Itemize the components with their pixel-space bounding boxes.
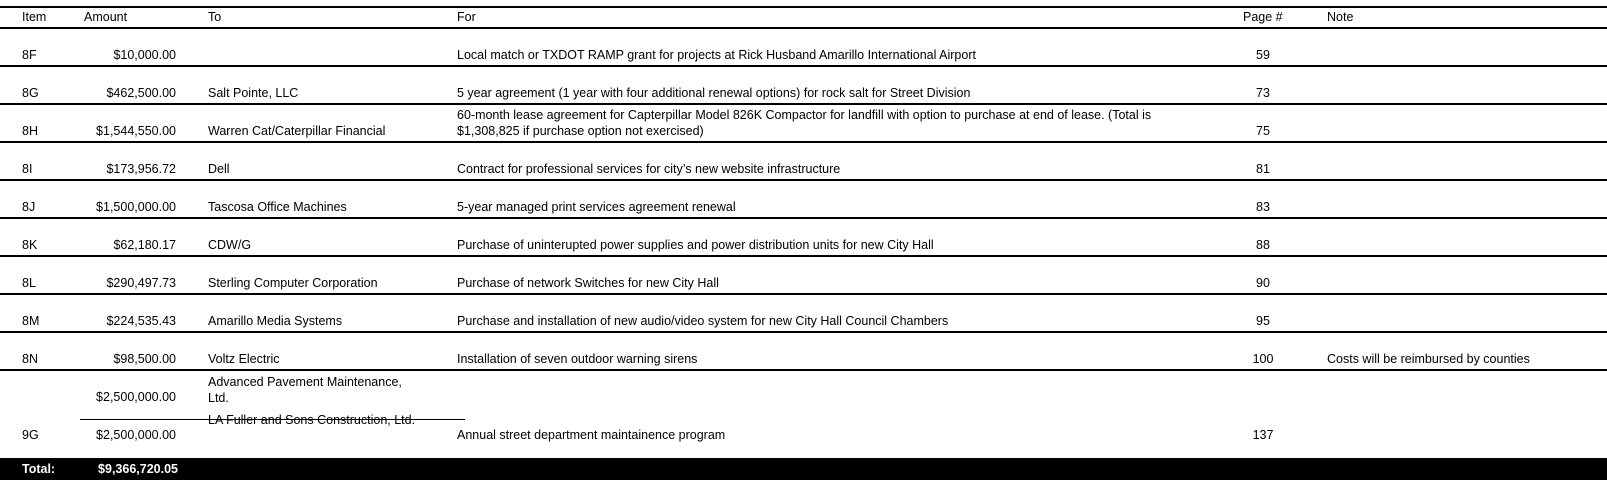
row-amount: $1,500,000.00 bbox=[96, 200, 176, 214]
row-divider bbox=[0, 331, 1607, 333]
row-page: 73 bbox=[1256, 86, 1270, 100]
header-bottom-border bbox=[0, 27, 1607, 29]
row-for: 5-year managed print services agreement renewal bbox=[457, 200, 736, 214]
total-row bbox=[0, 458, 1607, 480]
row-divider bbox=[0, 217, 1607, 219]
row-page: 83 bbox=[1256, 200, 1270, 214]
row-to: Warren Cat/Caterpillar Financial bbox=[208, 124, 386, 138]
header-note: Note bbox=[1327, 10, 1354, 24]
row-for: Purchase and installation of new audio/video system for new City Hall Council Chambers bbox=[457, 314, 949, 328]
row-for: 5 year agreement (1 year with four additional renewal options) for rock salt for Street Division bbox=[457, 86, 971, 100]
row-for: 60-month lease agreement for Capterpillar Model 826K Compactor for landfill with option to purchase at end of lease. (Total is $1,308,825 if purchase option not exercised) bbox=[457, 108, 1152, 138]
row-for: Annual street department maintainence program bbox=[457, 428, 726, 442]
row-item: 8J bbox=[22, 200, 36, 214]
row-divider bbox=[0, 179, 1607, 181]
row-item: 9G bbox=[22, 428, 39, 442]
row-page: 100 bbox=[1252, 352, 1274, 366]
row-amount: $62,180.17 bbox=[113, 238, 176, 252]
row-amount: $173,956.72 bbox=[106, 162, 176, 176]
row-divider bbox=[0, 255, 1607, 257]
row-item: 8G bbox=[22, 86, 39, 100]
row-amount: $10,000.00 bbox=[113, 48, 176, 62]
row-amount: $290,497.73 bbox=[106, 276, 176, 290]
row-to: Sterling Computer Corporation bbox=[208, 276, 378, 290]
row-divider bbox=[0, 141, 1607, 143]
row-item: 8K bbox=[22, 238, 38, 252]
row-page: 59 bbox=[1256, 48, 1270, 62]
row-divider bbox=[0, 293, 1607, 295]
row-sub-to: Advanced Pavement Maintenance, Ltd. bbox=[208, 375, 402, 405]
row-page: 81 bbox=[1256, 162, 1270, 176]
row-for: Contract for professional services for city’s new website infrastructure bbox=[457, 162, 841, 176]
row-item: 8L bbox=[22, 276, 36, 290]
row-item: 8N bbox=[22, 352, 38, 366]
row-divider bbox=[0, 103, 1607, 105]
row-to: Tascosa Office Machines bbox=[208, 200, 347, 214]
row-amount: $98,500.00 bbox=[113, 352, 176, 366]
row-for: Purchase of uninterupted power supplies and power distribution units for new City Hall bbox=[457, 238, 934, 252]
row-to: Amarillo Media Systems bbox=[208, 314, 343, 328]
row-to: Dell bbox=[208, 162, 230, 176]
row-page: 90 bbox=[1256, 276, 1270, 290]
row-item: 8I bbox=[22, 162, 33, 176]
row-sub-amount: $2,500,000.00 bbox=[96, 390, 176, 404]
row-for: Local match or TXDOT RAMP grant for projects at Rick Husband Amarillo International Airport bbox=[457, 48, 976, 62]
row-amount: $1,544,550.00 bbox=[96, 124, 176, 138]
total-label: Total: bbox=[22, 462, 56, 476]
row-page: 88 bbox=[1256, 238, 1270, 252]
row-for: Purchase of network Switches for new City Hall bbox=[457, 276, 719, 290]
row-page: 95 bbox=[1256, 314, 1270, 328]
row-item: 8F bbox=[22, 48, 37, 62]
table-top-border bbox=[0, 6, 1607, 8]
row-page: 75 bbox=[1256, 124, 1270, 138]
row-page: 137 bbox=[1252, 428, 1274, 442]
row-item: 8M bbox=[22, 314, 40, 328]
row-for: Installation of seven outdoor warning sirens bbox=[457, 352, 698, 366]
header-page: Page # bbox=[1243, 10, 1283, 24]
row-to: Voltz Electric bbox=[208, 352, 280, 366]
row-note: Costs will be reimbursed by counties bbox=[1327, 352, 1530, 366]
row-to: CDW/G bbox=[208, 238, 252, 252]
row-to: Salt Pointe, LLC bbox=[208, 86, 299, 100]
row-sub-amount: $2,500,000.00 bbox=[96, 428, 176, 442]
row-amount: $462,500.00 bbox=[106, 86, 176, 100]
header-for: For bbox=[457, 10, 476, 24]
row-divider bbox=[0, 369, 1607, 371]
header-to: To bbox=[208, 10, 222, 24]
row-divider bbox=[0, 65, 1607, 67]
header-amount: Amount bbox=[84, 10, 128, 24]
row-item: 8H bbox=[22, 124, 38, 138]
header-item: Item bbox=[22, 10, 47, 24]
total-amount: $9,366,720.05 bbox=[98, 462, 178, 476]
row-sub-to: LA Fuller and Sons Construction, Ltd. bbox=[208, 413, 416, 427]
row-amount: $224,535.43 bbox=[106, 314, 176, 328]
